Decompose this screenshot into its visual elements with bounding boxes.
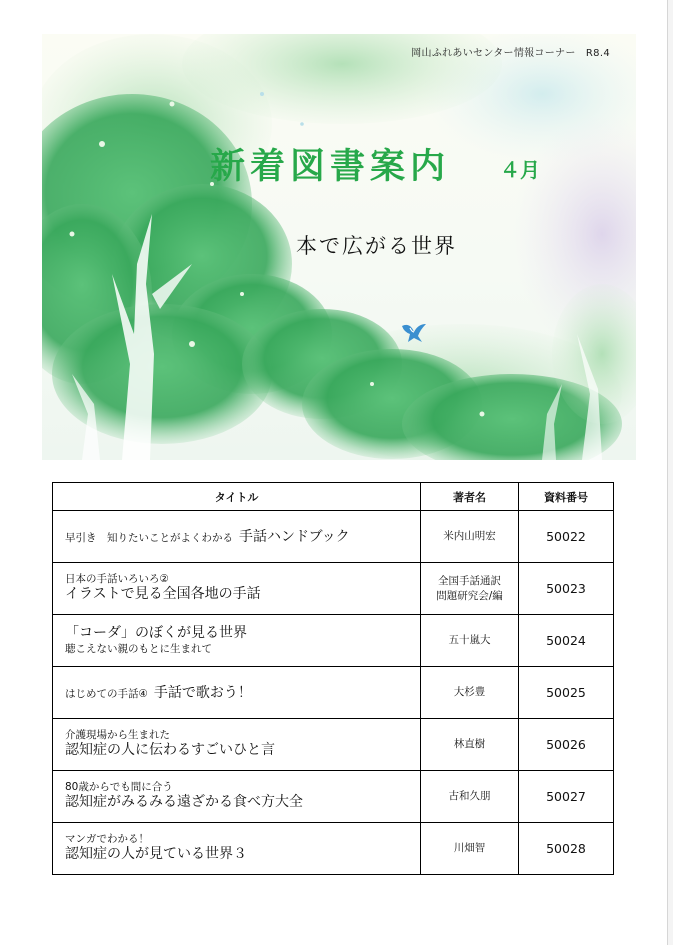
book-author-cell bbox=[421, 667, 519, 719]
book-author: 米内山明宏 bbox=[443, 530, 496, 543]
book-subtitle: はじめての手話④ bbox=[65, 688, 148, 701]
book-author: 五十嵐大 bbox=[448, 634, 491, 647]
flyer-title: 新着図書案内 bbox=[210, 147, 451, 187]
book-title: 認知症がみるみる遠ざかる食べ方大全 bbox=[65, 794, 303, 811]
book-author: 問題研究会/編 bbox=[436, 589, 503, 602]
table-row bbox=[53, 615, 614, 667]
organization-line: 岡山ふれあいセンター情報コーナー R8.4 bbox=[411, 48, 610, 59]
column-header-code: 資料番号 bbox=[519, 483, 614, 511]
new-books-table bbox=[52, 482, 614, 875]
book-code: 50026 bbox=[519, 719, 614, 771]
book-title: 手話で歌おう！ bbox=[153, 685, 252, 702]
book-author-cell bbox=[421, 823, 519, 875]
book-author: 川畑智 bbox=[453, 842, 486, 855]
book-title: 認知症の人が見ている世界３ bbox=[65, 846, 247, 863]
header-illustration bbox=[42, 34, 636, 460]
book-subtitle: 聴こえない親のもとに生まれて bbox=[65, 642, 212, 655]
book-title: イラストで見る全国各地の手話 bbox=[65, 586, 261, 603]
book-code: 50023 bbox=[519, 563, 614, 615]
book-subtitle: 日本の手話いろいろ② bbox=[65, 573, 169, 586]
book-code: 50027 bbox=[519, 771, 614, 823]
book-author: 全国手話通訳 bbox=[438, 575, 501, 588]
book-title-cell bbox=[53, 667, 421, 719]
book-title-cell bbox=[53, 823, 421, 875]
table-header-row bbox=[53, 483, 614, 511]
book-code: 50025 bbox=[519, 667, 614, 719]
book-author-cell bbox=[421, 771, 519, 823]
book-title: 手話ハンドブック bbox=[239, 529, 350, 546]
table-row bbox=[53, 511, 614, 563]
book-code: 50024 bbox=[519, 615, 614, 667]
table-row bbox=[53, 667, 614, 719]
flyer-month: ４月 bbox=[500, 158, 540, 182]
book-author: 古和久朋 bbox=[448, 790, 491, 803]
book-author-cell bbox=[421, 719, 519, 771]
book-title: 認知症の人に伝わるすごいひと言 bbox=[65, 742, 275, 759]
table-row bbox=[53, 771, 614, 823]
book-author: 大杉豊 bbox=[453, 686, 486, 699]
column-header-title: タイトル bbox=[53, 483, 421, 511]
book-subtitle: 80歳からでも間に合う bbox=[65, 781, 173, 794]
table-row bbox=[53, 823, 614, 875]
column-header-author: 著者名 bbox=[421, 483, 519, 511]
book-title-cell bbox=[53, 615, 421, 667]
book-author: 林直樹 bbox=[453, 738, 486, 751]
bird-icon bbox=[398, 318, 428, 348]
book-code: 50022 bbox=[519, 511, 614, 563]
book-title-cell bbox=[53, 563, 421, 615]
book-author-cell bbox=[421, 615, 519, 667]
book-subtitle: 介護現場から生まれた bbox=[65, 729, 170, 742]
book-author-cell bbox=[421, 511, 519, 563]
table-row bbox=[53, 719, 614, 771]
book-title: 「コーダ」のぼくが見る世界 bbox=[65, 625, 247, 642]
book-code: 50028 bbox=[519, 823, 614, 875]
table-row bbox=[53, 563, 614, 615]
book-title-cell bbox=[53, 511, 421, 563]
book-title-cell bbox=[53, 771, 421, 823]
book-subtitle: マンガでわかる！ bbox=[65, 833, 149, 846]
book-author-cell bbox=[421, 563, 519, 615]
book-title-cell bbox=[53, 719, 421, 771]
book-subtitle: 早引き 知りたいことがよくわかる bbox=[65, 532, 233, 545]
flyer-subtitle: 本で広がる世界 bbox=[296, 234, 457, 258]
